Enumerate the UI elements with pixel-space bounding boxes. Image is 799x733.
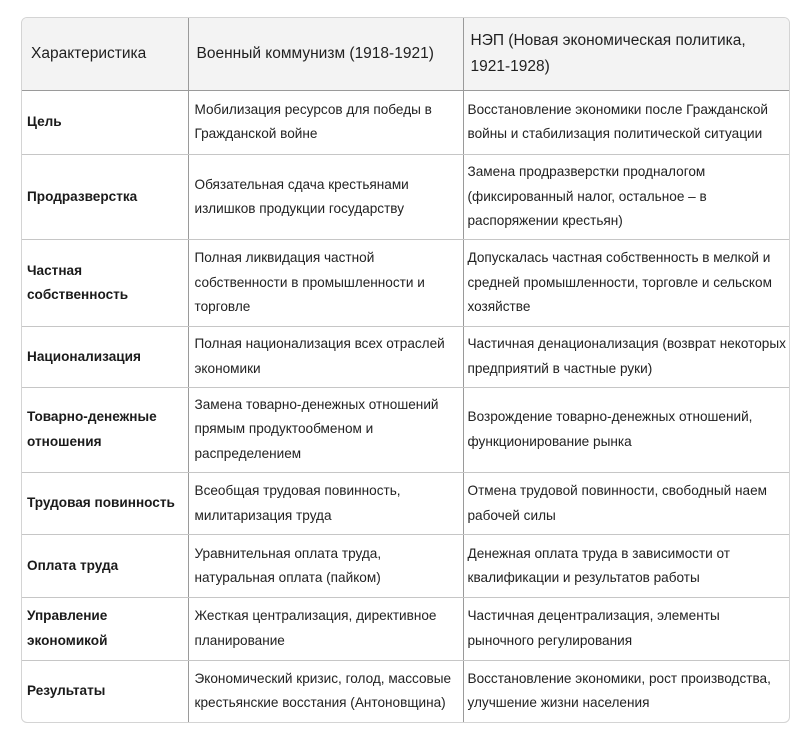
characteristic-cell: Национализация — [22, 327, 188, 388]
war-communism-cell: Всеобщая трудовая повинность, милитаризация труда — [188, 472, 463, 535]
nep-cell: Восстановление экономики, рост производства, улучшение жизни населения — [467, 670, 771, 711]
comparison-table — [22, 18, 790, 722]
characteristic-cell: Частная собственность — [22, 240, 188, 327]
characteristic-cell: Оплата труда — [22, 535, 188, 598]
nep-cell: Частичная децентрализация, элементы рыночного регулирования — [463, 598, 790, 661]
characteristic-cell: Товарно-денежные отношения — [22, 387, 188, 472]
characteristic-cell: Результаты — [22, 660, 188, 722]
war-communism-cell: Уравнительная оплата труда, натуральная оплата (пайком) — [188, 535, 463, 598]
table-row — [22, 327, 790, 388]
table-row — [22, 472, 790, 535]
header-characteristic: Характеристика — [22, 18, 188, 90]
characteristic-cell: Управление экономикой — [22, 598, 188, 661]
war-communism-cell: Экономический кризис, голод, массовые крестьянские восстания (Антоновщина) — [188, 660, 463, 722]
characteristic-cell: Продразверстка — [22, 155, 188, 240]
characteristic-cell: Цель — [22, 90, 188, 155]
war-communism-cell: Полная национализация всех отраслей экономики — [188, 327, 463, 388]
characteristic-cell: Трудовая повинность — [22, 472, 188, 535]
war-communism-cell: Жесткая централизация, директивное планирование — [188, 598, 463, 661]
nep-cell: Частичная денационализация (возврат некоторых предприятий в частные руки) — [463, 327, 790, 388]
table-header-row — [22, 18, 790, 90]
war-communism-cell: Замена товарно-денежных отношений прямым продуктообменом и распределением — [188, 387, 463, 472]
war-communism-cell: Обязательная сдача крестьянами излишков продукции государству — [188, 155, 463, 240]
nep-cell: Допускалась частная собственность в мелкой и средней промышленности, торговле и сельском хозяйстве — [463, 240, 790, 327]
nep-cell: Возрождение товарно-денежных отношений, функционирование рынка — [463, 387, 790, 472]
table-row — [22, 240, 790, 327]
header-war-communism: Военный коммунизм (1918-1921) — [188, 18, 463, 90]
nep-cell: Восстановление экономики после Гражданской войны и стабилизация политической ситуации — [463, 90, 790, 155]
war-communism-cell: Полная ликвидация частной собственности в промышленности и торговле — [188, 240, 463, 327]
table-row — [22, 90, 790, 155]
nep-cell: Отмена трудовой повинности, свободный наем рабочей силы — [463, 472, 790, 535]
table-row — [22, 387, 790, 472]
table-row — [22, 598, 790, 661]
comparison-table-container — [21, 17, 790, 723]
table-row — [22, 660, 790, 722]
table-row — [22, 535, 790, 598]
nep-cell: Денежная оплата труда в зависимости от квалификации и результатов работы — [463, 535, 790, 598]
war-communism-cell: Мобилизация ресурсов для победы в Гражданской войне — [188, 90, 463, 155]
header-nep: НЭП (Новая экономическая политика, 1921-1928) — [463, 18, 790, 90]
nep-cell: Замена продразверстки продналогом (фиксированный налог, остальное – в распоряжении крестьян) — [463, 155, 790, 240]
table-row — [22, 155, 790, 240]
